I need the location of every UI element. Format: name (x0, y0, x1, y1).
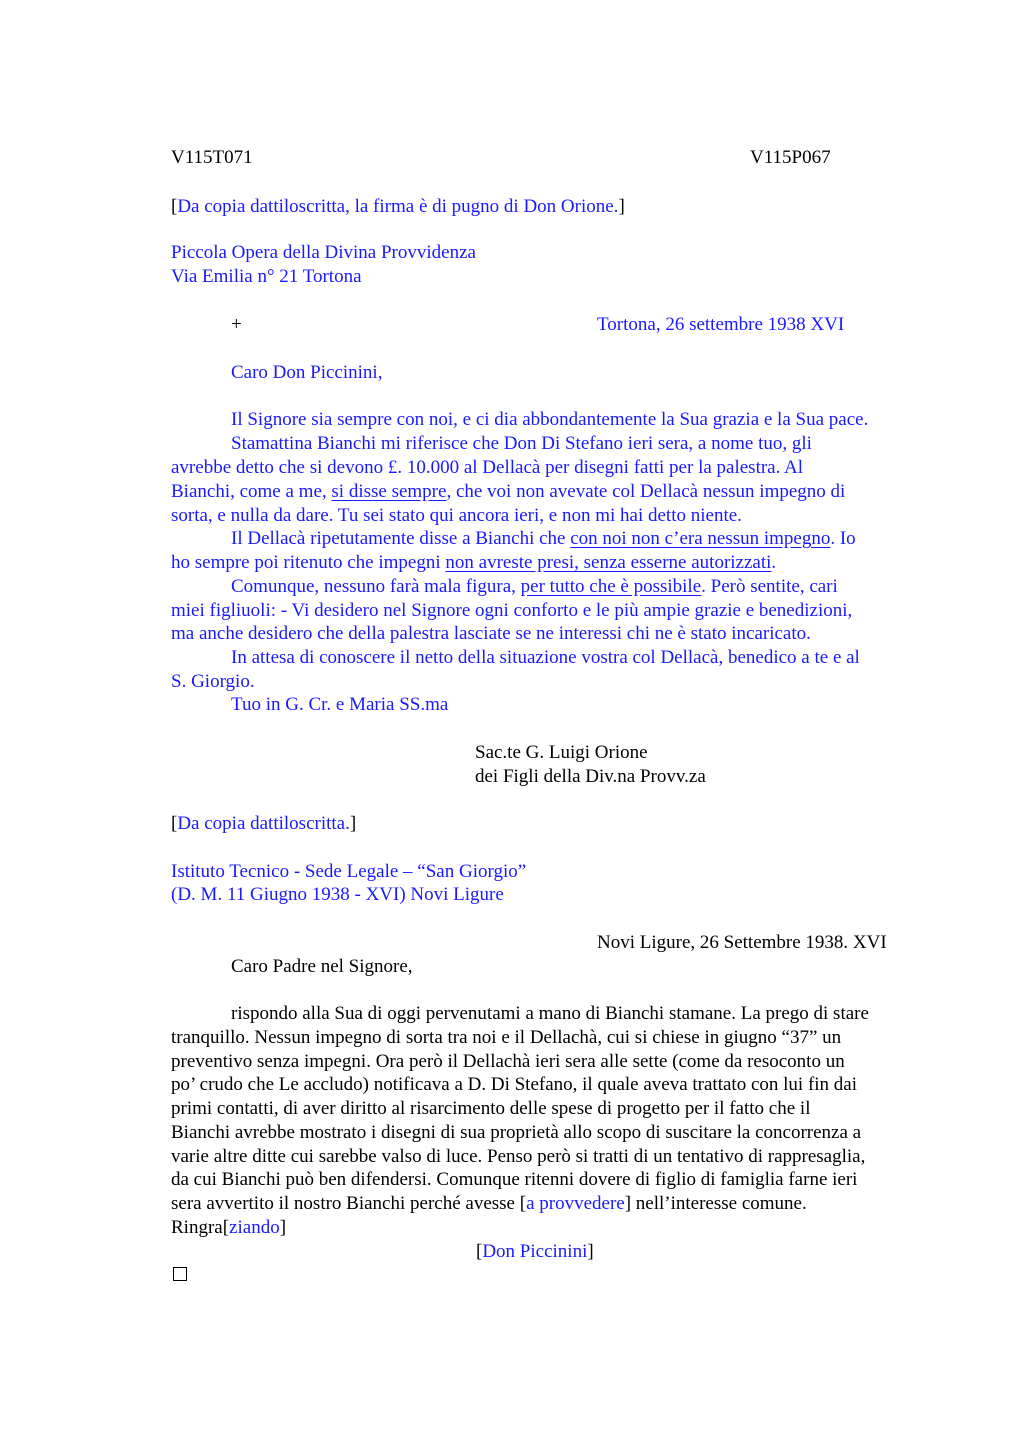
text-segment: Comunque, nessuno farà mala figura, (231, 576, 521, 597)
letter1-body-line: avrebbe detto che si devono £. 10.000 al Dellacà per disegni fatti per la palestra. Al (171, 457, 804, 478)
letter2-body-line: da cui Bianchi può ben difendersi. Comunque ritenni dovere di figlio di famiglia farne ieri (171, 1169, 858, 1190)
signature-2 (476, 1240, 594, 1264)
text-segment: . (771, 552, 777, 573)
cross-mark: + (231, 314, 242, 335)
text-segment: ho sempre poi ritenuto che impegni (171, 552, 446, 573)
letter2-body-line: primi contatti, di aver diritto al risarcimento delle spese di progetto per il fatto che il (171, 1098, 811, 1119)
underlined-phrase: con noi non c’era nessun impegno (570, 528, 831, 549)
letter1-body-line (171, 551, 776, 575)
salutation-2: Caro Padre nel Signore, (231, 956, 413, 977)
source-note-1: [Da copia dattiloscritta, la firma è di pugno di Don Orione.] (171, 196, 625, 217)
editorial-insert: a provvedere (526, 1193, 625, 1214)
signature-1-line2: dei Figli della Div.na Provv.za (475, 766, 706, 787)
letterhead-1-line2: Via Emilia n° 21 Tortona (171, 266, 362, 287)
editorial-insert: ziando (229, 1217, 280, 1238)
underlined-phrase: per tutto che è possibile (520, 576, 702, 597)
underlined-phrase: si disse sempre (331, 481, 447, 502)
letter1-body-line (171, 480, 845, 504)
dateline-1: Tortona, 26 settembre 1938 XVI (597, 314, 845, 335)
letter2-body-line: tranquillo. Nessun impegno di sorta tra noi e il Dellachà, cui si chiese in giugno “37” un (171, 1027, 842, 1048)
document-code-left: V115T071 (171, 147, 253, 168)
letterhead-2-line1: Istituto Tecnico - Sede Legale – “San Giorgio” (171, 861, 527, 882)
dateline-2: Novi Ligure, 26 Settembre 1938. XVI (597, 932, 887, 953)
letter1-body-line: Il Signore sia sempre con noi, e ci dia abbondantemente la Sua grazia e la Sua pace. (231, 409, 869, 430)
bracket: [ (476, 1241, 483, 1262)
bracket: ] (587, 1241, 594, 1262)
text-segment: Ringra[ (171, 1217, 230, 1238)
text-segment: , che voi non avevate col Dellacà nessun impegno di (446, 481, 846, 502)
signature-1-line1: Sac.te G. Luigi Orione (475, 742, 648, 763)
letter1-body-line: S. Giorgio. (171, 671, 255, 692)
letter2-body-line (171, 1192, 807, 1216)
source-note-1-text: Da copia dattiloscritta, la firma è di pugno di Don Orione. (177, 196, 619, 217)
text-segment: . Io (830, 528, 856, 549)
letterhead-1-line1: Piccola Opera della Divina Provvidenza (171, 242, 476, 263)
letter1-body-line: sorta, e nulla da dare. Tu sei stato qui ancora ieri, e non mi hai detto niente. (171, 505, 742, 526)
text-segment: sera avvertito il nostro Bianchi perché avesse [ (171, 1193, 527, 1214)
letter2-body-line (171, 1216, 286, 1240)
underlined-phrase: non avreste presi, senza esserne autorizzati (445, 552, 772, 573)
text-segment: . Però sentite, cari (701, 576, 838, 597)
letter2-body-line: varie altre ditte cui sarebbe valso di luce. Penso però si tratti di un tentativo di rappresaglia, (171, 1146, 866, 1167)
signature-2-name: Don Piccinini (482, 1241, 588, 1262)
salutation-1: Caro Don Piccinini, (231, 362, 383, 383)
letter1-body-line (231, 527, 856, 551)
letterhead-2-line2: (D. M. 11 Giugno 1938 - XVI) Novi Ligure (171, 884, 504, 905)
letter1-body-line: In attesa di conoscere il netto della situazione vostra col Dellacà, benedico a te e al (231, 647, 860, 668)
letter2-body-line: preventivo senza impegni. Ora però il Dellachà ieri sera alle sette (come da resoconto un (171, 1051, 845, 1072)
square-outline-icon (173, 1267, 187, 1281)
letter1-body-line: miei figliuoli: - Vi desidero nel Signore ogni conforto e le più ampie grazie e benedizioni, (171, 600, 853, 621)
text-segment: ] (279, 1217, 287, 1238)
text-segment: Bianchi, come a me, (171, 481, 332, 502)
source-note-2: [Da copia dattiloscritta.] (171, 813, 357, 834)
text-segment: Il Dellacà ripetutamente disse a Bianchi che (231, 528, 571, 549)
closing-1: Tuo in G. Cr. e Maria SS.ma (231, 694, 449, 715)
letter2-body-line: po’ crudo che Le accludo) notificava a D. Di Stefano, il quale aveva trattato con lui fin dai (171, 1074, 858, 1095)
source-note-2-text: Da copia dattiloscritta. (177, 813, 350, 834)
letter1-body-line (231, 575, 838, 599)
document-code-right: V115P067 (750, 147, 831, 168)
text-segment: ] nell’interesse comune. (624, 1193, 807, 1214)
letter1-body-line: ma anche desidero che della palestra lasciate se ne interessi chi ne è stato incaricato. (171, 623, 811, 644)
letter2-body-line: Bianchi avrebbe mostrato i disegni di sua proprietà allo scopo di suscitare la concorrenza a (171, 1122, 862, 1143)
letter1-body-line: Stamattina Bianchi mi riferisce che Don Di Stefano ieri sera, a nome tuo, gli (231, 433, 812, 454)
letter2-body-line: rispondo alla Sua di oggi pervenutami a mano di Bianchi stamane. La prego di stare (231, 1003, 869, 1024)
